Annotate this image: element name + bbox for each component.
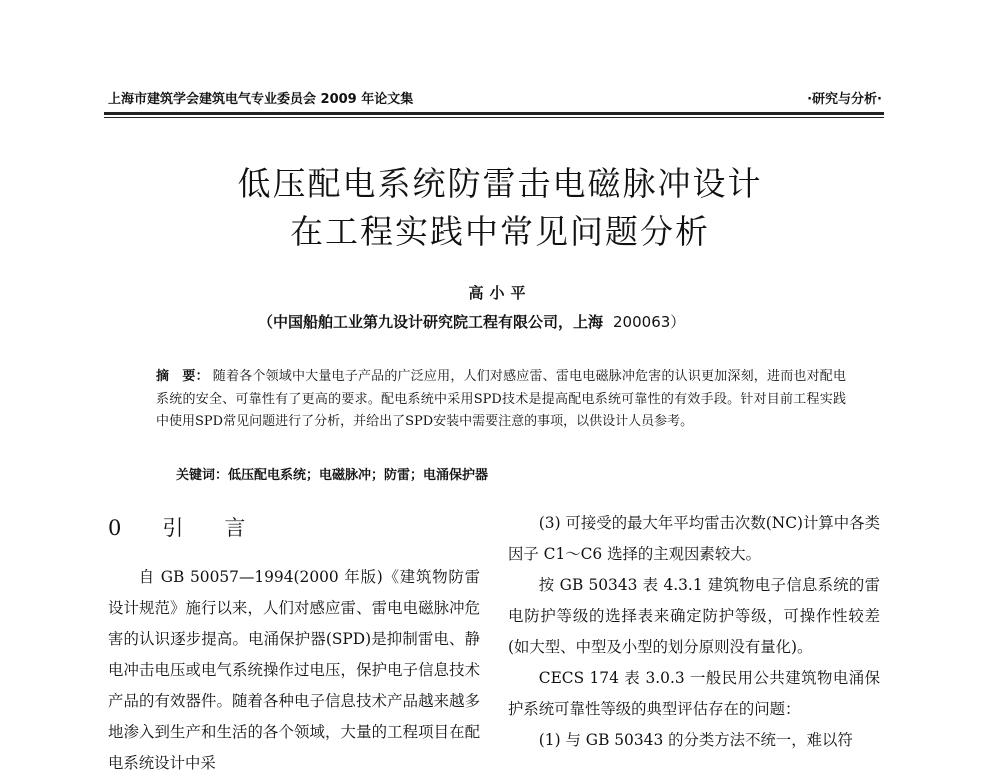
section-title-introduction: 0 引 言: [108, 516, 256, 540]
affiliation-postcode: 200063）: [613, 313, 686, 331]
affiliation-text: （中国船舶工业第九设计研究院工程有限公司，上海: [258, 313, 604, 331]
keywords: 关键词：低压配电系统；电磁脉冲；防雷；电涌保护器: [176, 468, 489, 483]
running-header: [108, 88, 882, 110]
header-rule-thick: [104, 112, 884, 115]
abstract-text: 随着各个领域中大量电子产品的广泛应用，人们对感应雷、雷电电磁脉冲危害的认识更加深刻，进而也对配电系统的安全、可靠性有了更高的要求。配电系统中采用SPD技术是提高配电系统可靠性的有效手段。针对目前工程实践中使用SPD常见问题进行了分析，并给出了SPD安装中需要注意的事项，以供设计人员参考。: [156, 369, 846, 430]
author-name: 高小平: [468, 284, 532, 302]
body-paragraph-4: (1) 与 GB 50343 的分类方法不统一，难以符: [538, 731, 853, 749]
body-paragraph-1: (3) 可接受的最大年平均雷击次数(NC)计算中各类因子 C1～C6 选择的主观因素较大。: [508, 514, 880, 563]
paper-title-line-1: 低压配电系统防雷击电磁脉冲设计: [237, 164, 763, 203]
body-paragraph: 自 GB 50057—1994(2000 年版)《建筑物防雷设计规范》施行以来，人们对感应雷、雷电电磁脉冲危害的认识逐步提高。电涌保护器(SPD)是抑制雷电、静电冲击电压或电气系统操作过电压，保护电子信息技术产品的有效器件。随着各种电子信息技术产品越来越多地渗入到生产和生活的各个领域，大量的工程项目在配电系统设计中采: [108, 568, 480, 772]
header-proceedings-title: 上海市建筑学会建筑电气专业委员会 2009 年论文集: [108, 92, 414, 107]
abstract: [156, 366, 846, 434]
author-affiliation: [258, 311, 685, 332]
body-paragraph-2: 按 GB 50343 表 4.3.1 建筑物电子信息系统的雷电防护等级的选择表来确定防护等级，可操作性较差(如大型、中型及小型的划分原则没有量化)。: [508, 576, 880, 656]
body-column-right: [508, 508, 880, 756]
header-section-label: ·研究与分析·: [807, 92, 882, 107]
body-paragraph-3: CECS 174 表 3.0.3 一般民用公共建筑物电涌保护系统可靠性等级的典型评估存在的问题：: [508, 669, 880, 718]
body-column-left: [108, 508, 480, 779]
paper-title-line-2: 在工程实践中常见问题分析: [290, 212, 710, 251]
header-rule-thin: [104, 117, 884, 118]
abstract-label: 摘 要：: [156, 369, 209, 384]
